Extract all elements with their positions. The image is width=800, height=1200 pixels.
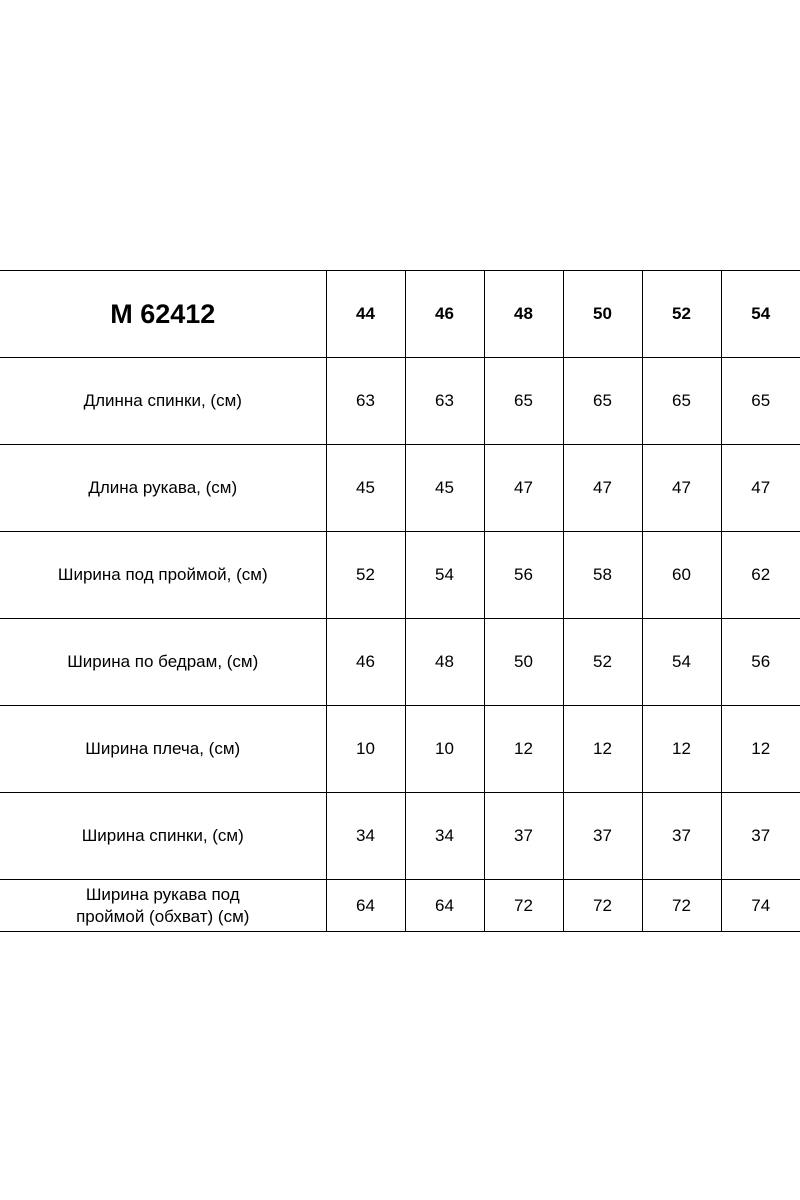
measurement-label: Ширина спинки, (см) [0,793,326,880]
measurement-value: 45 [405,445,484,532]
measurement-value: 56 [484,532,563,619]
table-row [0,706,800,793]
measurement-value: 74 [721,880,800,932]
size-header: 50 [563,271,642,358]
measurement-label [0,880,326,932]
measurement-value: 64 [326,880,405,932]
measurement-value: 34 [326,793,405,880]
measurement-label: Ширина по бедрам, (см) [0,619,326,706]
measurement-value: 52 [326,532,405,619]
measurement-label: Ширина под проймой, (см) [0,532,326,619]
measurement-value: 65 [721,358,800,445]
measurement-value: 34 [405,793,484,880]
measurement-value: 63 [326,358,405,445]
measurement-value: 10 [326,706,405,793]
measurement-value: 47 [642,445,721,532]
size-header: 48 [484,271,563,358]
measurement-value: 12 [563,706,642,793]
measurement-value: 47 [721,445,800,532]
measurement-value: 47 [484,445,563,532]
measurement-value: 62 [721,532,800,619]
header-row [0,271,800,358]
measurement-label-line: проймой (обхват) (см) [76,906,250,926]
table-row [0,532,800,619]
measurement-value: 56 [721,619,800,706]
measurement-value: 37 [563,793,642,880]
measurement-value: 72 [563,880,642,932]
table-row [0,358,800,445]
table-row [0,619,800,706]
size-header: 54 [721,271,800,358]
model-number: M 62412 [0,271,326,358]
measurement-value: 10 [405,706,484,793]
measurement-value: 72 [642,880,721,932]
measurement-value: 65 [642,358,721,445]
measurement-value: 63 [405,358,484,445]
table-row [0,445,800,532]
measurement-label-line: Ширина рукава под [85,884,240,904]
size-header: 52 [642,271,721,358]
measurement-value: 72 [484,880,563,932]
measurement-value: 37 [721,793,800,880]
measurement-value: 64 [405,880,484,932]
measurement-label: Длина рукава, (см) [0,445,326,532]
measurement-value: 47 [563,445,642,532]
size-chart-table [0,270,800,932]
measurement-value: 12 [642,706,721,793]
table-row [0,793,800,880]
measurement-value: 60 [642,532,721,619]
measurement-value: 37 [642,793,721,880]
table-row [0,880,800,932]
measurement-value: 52 [563,619,642,706]
size-header: 46 [405,271,484,358]
measurement-value: 37 [484,793,563,880]
measurement-value: 65 [484,358,563,445]
measurement-value: 50 [484,619,563,706]
measurement-value: 12 [721,706,800,793]
measurement-value: 48 [405,619,484,706]
measurement-value: 46 [326,619,405,706]
measurement-value: 54 [405,532,484,619]
measurement-value: 54 [642,619,721,706]
measurement-label: Длинна спинки, (см) [0,358,326,445]
measurement-label: Ширина плеча, (см) [0,706,326,793]
size-header: 44 [326,271,405,358]
measurement-value: 45 [326,445,405,532]
measurement-value: 65 [563,358,642,445]
measurement-value: 58 [563,532,642,619]
measurement-value: 12 [484,706,563,793]
